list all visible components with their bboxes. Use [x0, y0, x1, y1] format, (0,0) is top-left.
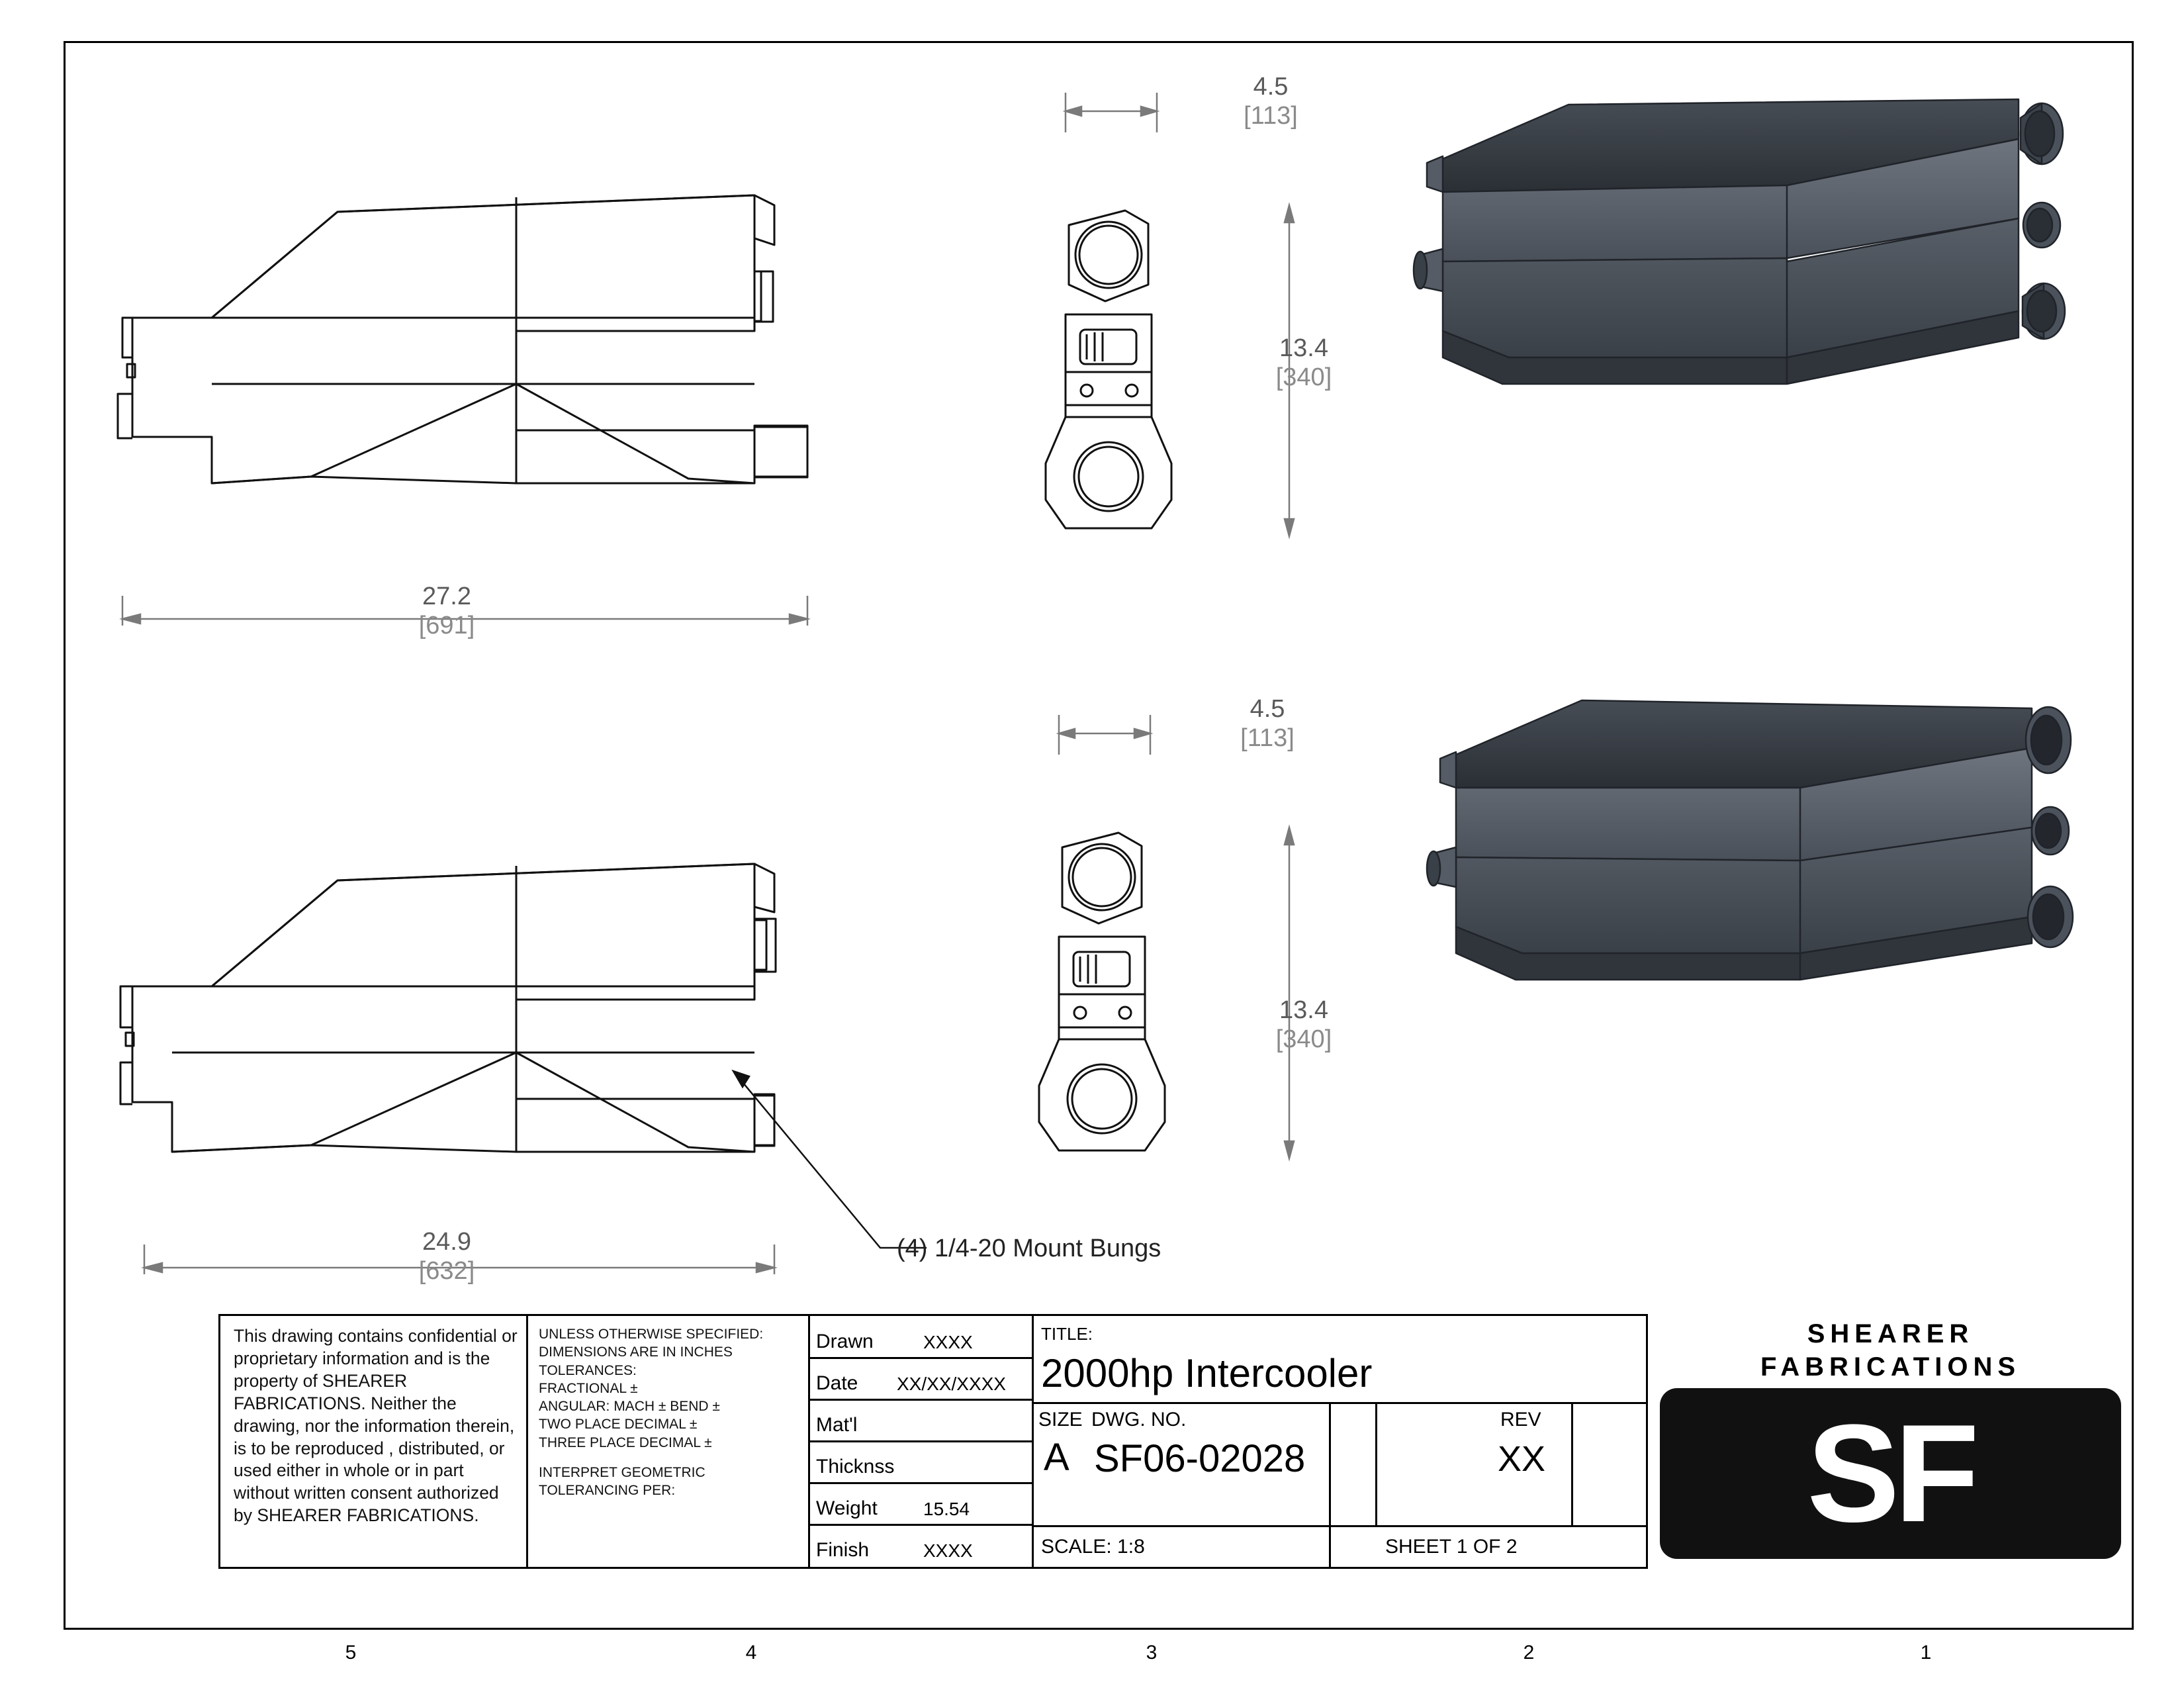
- field-label-drawn: Drawn: [816, 1331, 874, 1352]
- zone-label-5: 5: [345, 1642, 357, 1664]
- tolerance-specs: [535, 1320, 809, 1565]
- tb-divider-4: [1329, 1402, 1331, 1567]
- dwg-value: SF06-02028: [1094, 1437, 1306, 1480]
- spec-line-1: DIMENSIONS ARE IN INCHES: [539, 1344, 733, 1360]
- end-view-top-height-dim: 13.4 [340]: [1275, 334, 1332, 391]
- tb-row-line-1: [808, 1357, 1032, 1359]
- field-value-weight: 15.54: [923, 1499, 970, 1519]
- logo-monogram: SF: [1807, 1395, 1974, 1551]
- rev-value: XX: [1498, 1439, 1546, 1479]
- rev-label: REV: [1500, 1409, 1541, 1430]
- field-value-date: XX/XX/XXXX: [897, 1374, 1006, 1394]
- end-view-top-width-dim: 4.5 [113]: [1244, 73, 1298, 130]
- spec-line-5: TWO PLACE DECIMAL ±: [539, 1417, 698, 1432]
- tb-title-line: [1032, 1402, 1648, 1404]
- size-label: SIZE: [1038, 1409, 1083, 1430]
- field-label-thickness: Thicknss: [816, 1456, 895, 1477]
- zone-label-2: 2: [1523, 1642, 1535, 1664]
- end-view-top-graphic: [1039, 199, 1251, 569]
- tb-scale-line: [1032, 1525, 1648, 1527]
- isometric-view-bottom: [1416, 688, 2131, 1112]
- end-view-bottom-width-dim: 4.5 [113]: [1240, 695, 1295, 752]
- title-label: TITLE:: [1041, 1324, 1093, 1344]
- spec2-line-1: TOLERANCING PER:: [539, 1483, 676, 1499]
- tb-row-line-2: [808, 1399, 1032, 1401]
- zone-label-1: 1: [1920, 1642, 1932, 1664]
- logo-line-2: FABRICATIONS: [1760, 1352, 2021, 1382]
- end-view-bottom-graphic: [1032, 821, 1244, 1192]
- logo-line-1: SHEARER: [1807, 1319, 1974, 1348]
- spec-line-4: ANGULAR: MACH ± BEND ±: [539, 1399, 720, 1415]
- spec-line-2: TOLERANCES:: [539, 1362, 637, 1378]
- dwg-label: DWG. NO.: [1091, 1409, 1187, 1430]
- tb-row-line-3: [808, 1440, 1032, 1442]
- spec-line-0: UNLESS OTHERWISE SPECIFIED:: [539, 1327, 764, 1342]
- size-value: A: [1044, 1436, 1069, 1479]
- zone-label-3: 3: [1146, 1642, 1158, 1664]
- sheet-value: SHEET 1 OF 2: [1385, 1536, 1518, 1558]
- field-label-matl: Mat'l: [816, 1414, 858, 1436]
- confidential-note: This drawing contains confidential or proprietary information and is the property of SHEARER FABRICATIONS. Neither the drawing, nor the information therein, is to be reproduced , distributed, or used either in whole or in part without written consent authorized by SHEARER FABRICATIONS.: [234, 1326, 518, 1526]
- tb-row-line-4: [808, 1482, 1032, 1484]
- company-logo: [1648, 1314, 2133, 1569]
- field-label-finish: Finish: [816, 1539, 870, 1561]
- tb-row-line-5: [808, 1524, 1032, 1526]
- front-view-top-graphic: [93, 165, 821, 642]
- tb-divider-3: [1032, 1316, 1034, 1567]
- mount-bungs-label: (4) 1/4-20 Mount Bungs: [897, 1235, 1161, 1262]
- field-label-date: Date: [816, 1372, 858, 1394]
- tb-divider-5: [1375, 1402, 1377, 1525]
- end-view-bottom-height-dim: 13.4 [340]: [1275, 996, 1332, 1053]
- tb-divider-6: [1571, 1402, 1573, 1525]
- scale-value: SCALE: 1:8: [1041, 1536, 1145, 1558]
- zone-label-4: 4: [745, 1642, 757, 1664]
- field-value-drawn: XXXX: [923, 1332, 973, 1352]
- field-value-finish: XXXX: [923, 1540, 973, 1561]
- front-view-bottom-width-dim: 24.9 [632]: [418, 1228, 475, 1285]
- spec-line-3: FRACTIONAL ±: [539, 1380, 638, 1396]
- front-view-top-width-dim: 27.2 [691]: [418, 583, 475, 639]
- title-value: 2000hp Intercooler: [1041, 1351, 1373, 1395]
- field-label-weight: Weight: [816, 1497, 878, 1519]
- title-block: [218, 1314, 1648, 1569]
- spec-line-6: THREE PLACE DECIMAL ±: [539, 1434, 712, 1450]
- end-view-bottom-height-dim-line: [1244, 801, 1324, 1172]
- isometric-view-top: [1403, 93, 2118, 516]
- spec2-line-0: INTERPRET GEOMETRIC: [539, 1465, 705, 1481]
